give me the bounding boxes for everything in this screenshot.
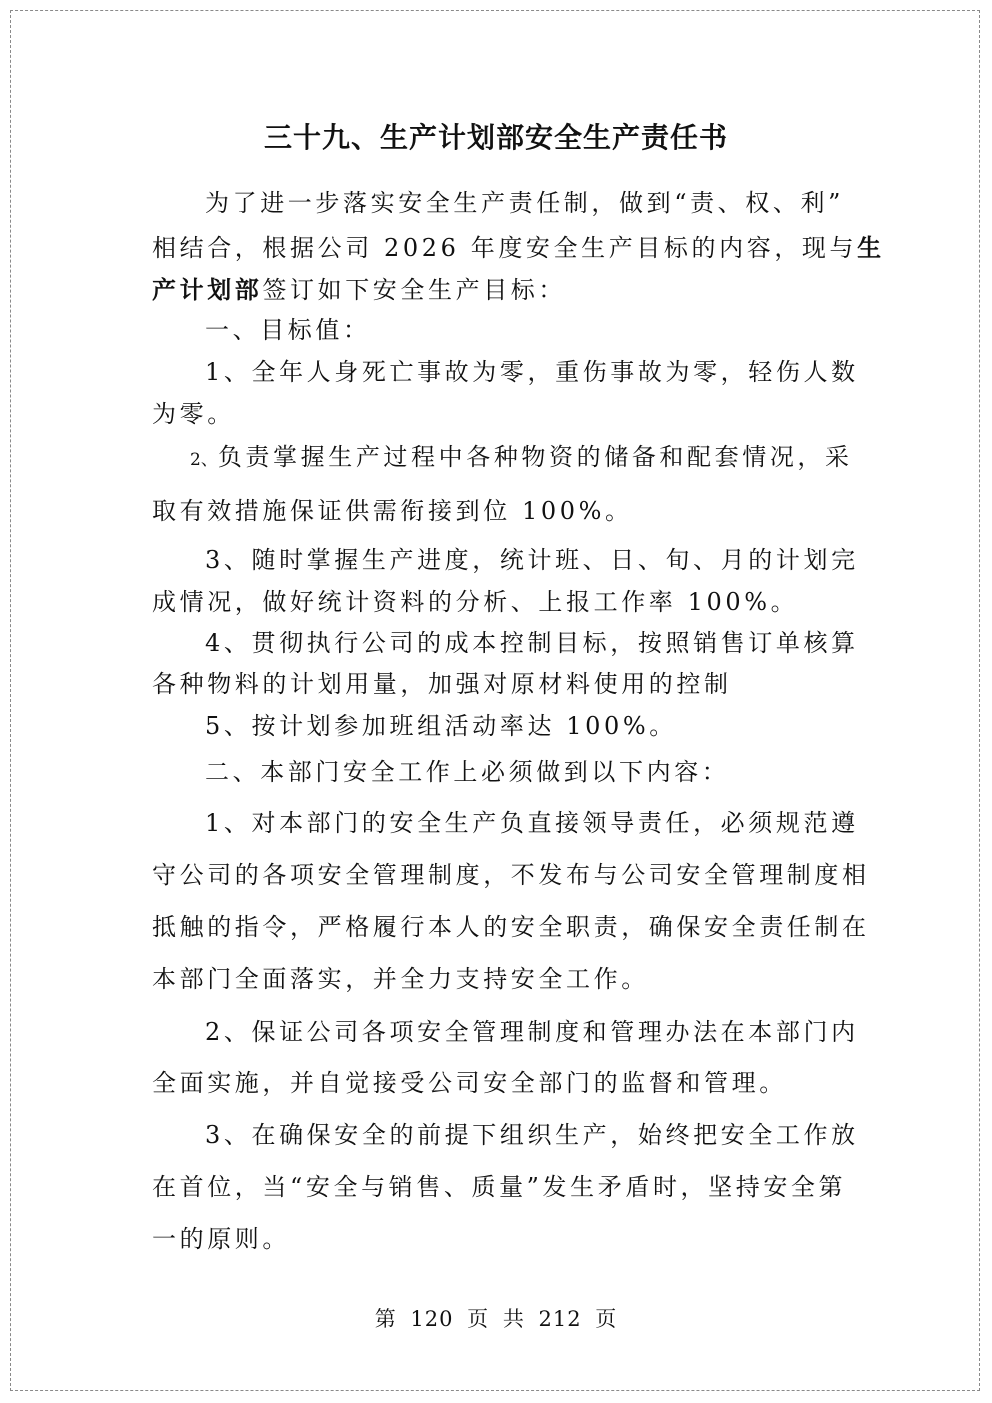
- section-2-item-1-line-1: 1、对本部门的安全生产负直接领导责任，必须规范遵: [205, 809, 859, 837]
- section-2-heading: 二、本部门安全工作上必须做到以下内容：: [205, 758, 730, 786]
- section-1-item-3-line-2: 成情况，做好统计资料的分析、上报工作率 100%。: [152, 588, 799, 616]
- department-name-end: 产计划部: [152, 275, 263, 304]
- section-1-item-1-line-2: 为零。: [152, 400, 235, 428]
- section-2-item-2-line-1: 2、保证公司各项安全管理制度和管理办法在本部门内: [205, 1018, 859, 1046]
- section-2-item-2-line-2: 全面实施，并自觉接受公司安全部门的监督和管理。: [152, 1069, 787, 1097]
- department-name-start: 生: [857, 233, 885, 262]
- section-1-item-2-text: 负责掌握生产过程中各种物资的储备和配套情况，采: [217, 443, 853, 471]
- section-2-item-3-line-2: 在首位，当“安全与销售、质量”发生矛盾时，坚持安全第: [152, 1173, 847, 1201]
- page-number-footer: 第 120 页 共 212 页: [374, 1307, 618, 1331]
- intro-line-3-text: 签订如下安全生产目标：: [262, 276, 567, 304]
- intro-line-2-text: 相结合，根据公司 2026 年度安全生产目标的内容，现与: [152, 234, 858, 262]
- section-1-item-4-line-2: 各种物料的计划用量，加强对原材料使用的控制: [152, 670, 732, 698]
- section-1-item-3-line-1: 3、随时掌握生产进度，统计班、日、旬、月的计划完: [205, 546, 859, 574]
- section-1-item-4-line-1: 4、贯彻执行公司的成本控制目标，按照销售订单核算: [205, 629, 859, 657]
- section-2-item-1-line-4: 本部门全面落实，并全力支持安全工作。: [152, 965, 649, 993]
- section-1-heading: 一、目标值：: [205, 316, 371, 344]
- section-2-item-3-line-1: 3、在确保安全的前提下组织生产，始终把安全工作放: [205, 1121, 859, 1149]
- document-title: 三十九、生产计划部安全生产责任书: [263, 121, 728, 154]
- section-1-item-5: 5、按计划参加班组活动率达 100%。: [205, 712, 677, 740]
- section-1-item-2-number: 2、: [190, 450, 218, 470]
- intro-line-2: [152, 228, 885, 268]
- section-2-item-1-line-3: 抵触的指令，严格履行本人的安全职责，确保安全责任制在: [152, 913, 870, 941]
- section-2-item-1-line-2: 守公司的各项安全管理制度，不发布与公司安全管理制度相: [152, 861, 870, 889]
- intro-line-1: 为了进一步落实安全生产责任制，做到“责、权、利”: [205, 189, 844, 217]
- section-1-item-1-line-1: 1、全年人身死亡事故为零，重伤事故为零，轻伤人数: [205, 358, 859, 386]
- section-1-item-2-line-1: [190, 437, 853, 480]
- intro-line-3: [152, 270, 566, 310]
- section-1-item-2-line-2: 取有效措施保证供需衔接到位 100%。: [152, 497, 633, 525]
- section-2-item-3-line-3: 一的原则。: [152, 1225, 290, 1253]
